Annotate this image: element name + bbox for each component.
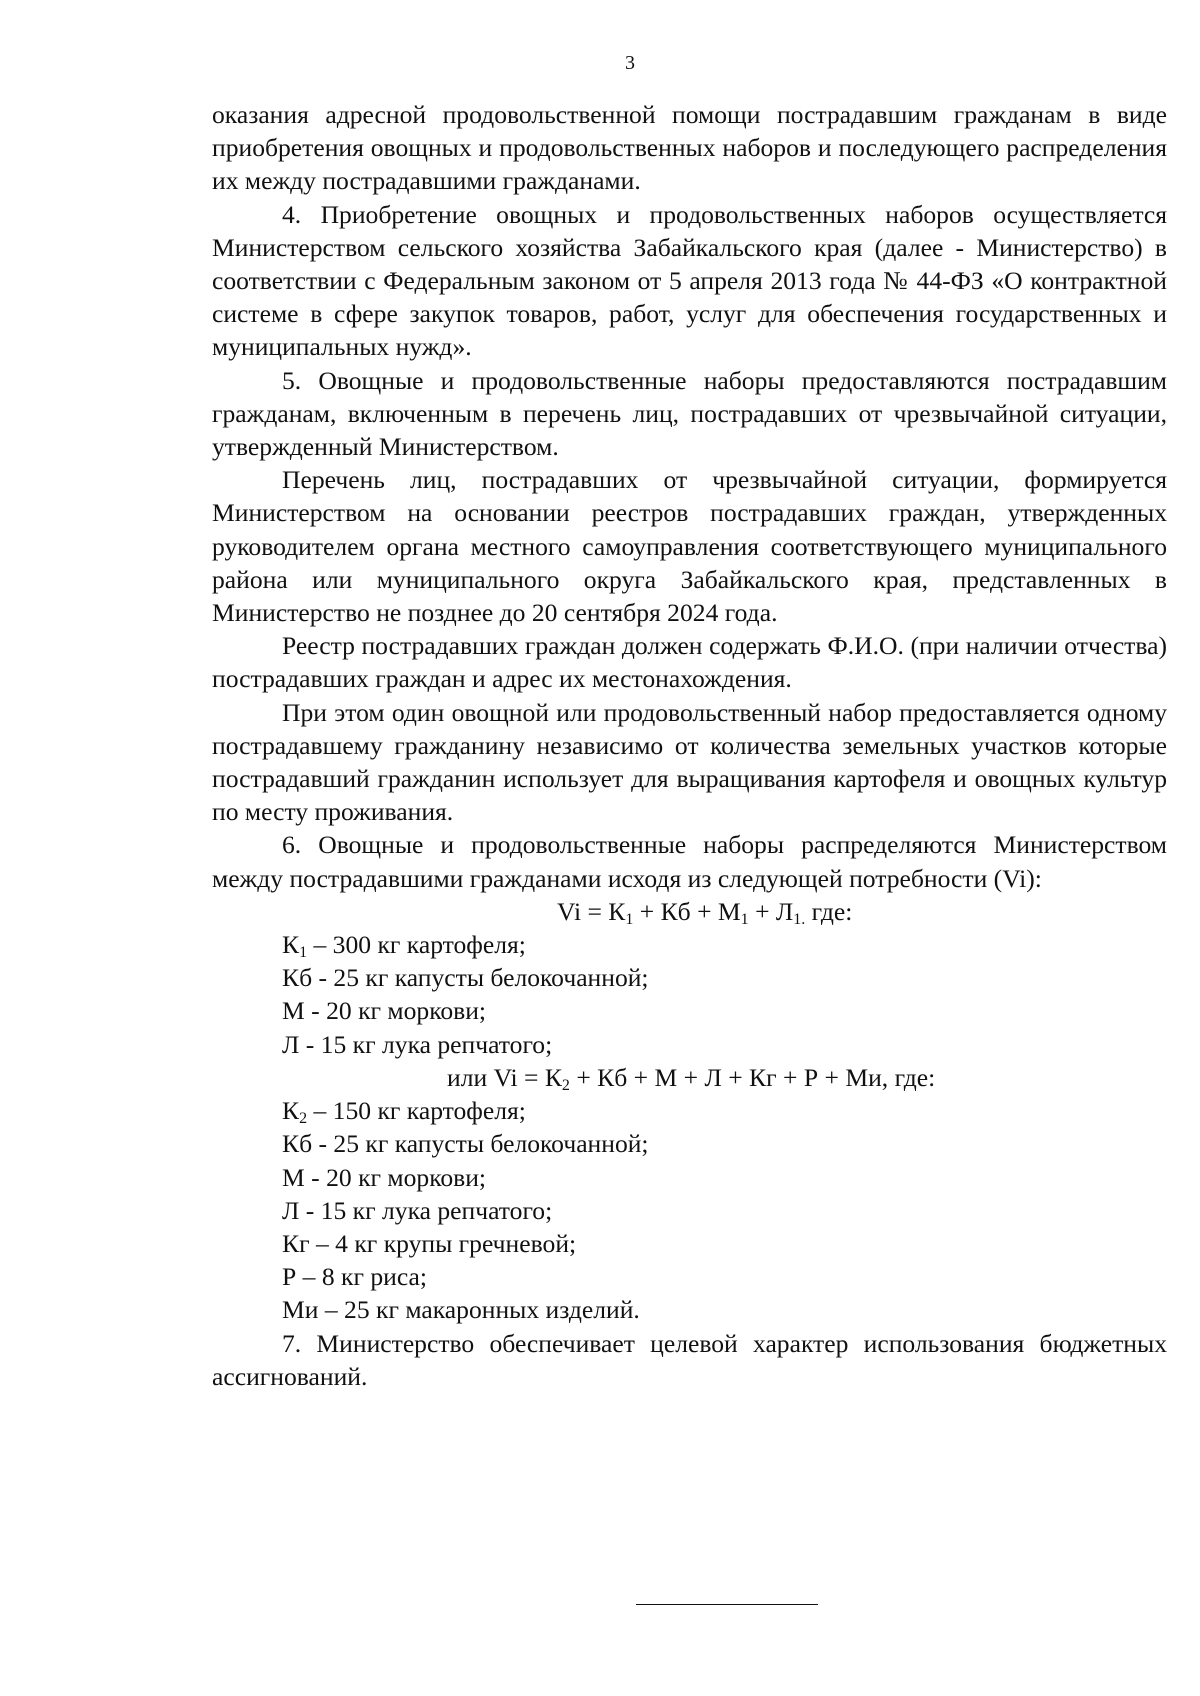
item-k2-text: – 150 кг картофеля; xyxy=(307,1096,526,1126)
formula-vegetable-set xyxy=(212,895,1167,928)
end-of-document-rule xyxy=(636,1604,818,1605)
paragraph-4: 4. Приобретение овощных и продовольственных наборов осуществляется Министерством сельского хозяйства Забайкальского края (далее - Министерство) в соответствии с Федеральным законом от 5 апреля 2013 года № 44-ФЗ «О контрактной системе в сфере закупок товаров, работ, услуг для обеспечения государственных и муниципальных нужд». xyxy=(212,199,1167,362)
formula-2-item-cabbage: Кб - 25 кг капусты белокочанной; xyxy=(282,1129,649,1159)
formula-1-sub-b: 1 xyxy=(740,910,749,928)
formula-1-part-d: где: xyxy=(805,896,853,926)
formula-2-item-buckwheat: Кг – 4 кг крупы гречневой; xyxy=(282,1228,577,1258)
formula-1-item-potato xyxy=(212,928,1167,961)
formula-1-item-carrot: М - 20 кг моркови; xyxy=(282,996,487,1026)
item-k1-text: – 300 кг картофеля; xyxy=(307,930,526,960)
formula-2-item-carrot: М - 20 кг моркови; xyxy=(282,1162,487,1192)
paragraph-5: 5. Овощные и продовольственные наборы предоставляются пострадавшим гражданам, включенным в перечень лиц, пострадавших от чрезвычайной ситуации, утвержденный Министерством. xyxy=(212,365,1167,462)
item-k1-prefix: К xyxy=(282,930,300,960)
formula-1-item-cabbage: Кб - 25 кг капусты белокочанной; xyxy=(282,963,649,993)
paragraph-continuation: оказания адресной продовольственной помощи пострадавшим гражданам в виде приобретения овощных и продовольственных наборов и последующего распределения их между пострадавшими гражданами. xyxy=(212,100,1167,196)
formula-1-sub-c: 1. xyxy=(793,910,806,928)
formula-1-sub-a: 1 xyxy=(625,910,634,928)
formula-2-part-b: + Кб + М + Л + Кг + Р + Ми, где: xyxy=(569,1062,936,1092)
paragraph-one-set-rule: При этом один овощной или продовольственный набор предоставляется одному пострадавшему гражданину независимо от количества земельных участков которые пострадавший гражданин использует для выращивания картофеля и овощных культур по месту проживания. xyxy=(212,697,1167,827)
page-number: 3 xyxy=(625,52,635,74)
formula-2-item-rice: Р – 8 кг риса; xyxy=(282,1262,427,1292)
item-k2-sub: 2 xyxy=(299,1110,308,1128)
formula-2-item-onion: Л - 15 кг лука репчатого; xyxy=(282,1195,553,1225)
item-k2-prefix: К xyxy=(282,1096,300,1126)
item-k1-sub: 1 xyxy=(299,944,308,962)
formula-1-item-onion: Л - 15 кг лука репчатого; xyxy=(282,1029,553,1059)
formula-1-part-a: Vi = К xyxy=(557,896,626,926)
formula-1-part-c: + Л xyxy=(748,896,794,926)
formula-2-part-a: или Vi = К xyxy=(447,1062,562,1092)
formula-2-item-potato xyxy=(212,1094,1167,1127)
paragraph-7: 7. Министерство обеспечивает целевой характер использования бюджетных ассигнований. xyxy=(212,1328,1167,1391)
paragraph-victims-list: Перечень лиц, пострадавших от чрезвычайной ситуации, формируется Министерством на основании реестров пострадавших граждан, утвержденных руководителем органа местного самоуправления соответствующего муниципального района или муниципального округа Забайкальского края, представленных в Министерство не позднее до 20 сентября 2024 года. xyxy=(212,465,1167,628)
formula-food-set xyxy=(212,1061,1167,1094)
formula-1-part-b: + Кб + М xyxy=(633,896,741,926)
formula-2-sub-a: 2 xyxy=(561,1076,570,1094)
paragraph-6: 6. Овощные и продовольственные наборы распределяются Министерством между пострадавшими гражданами исходя из следующей потребности (Vi): xyxy=(212,830,1167,893)
paragraph-registry: Реестр пострадавших граждан должен содержать Ф.И.О. (при наличии отчества) пострадавших граждан и адрес их местонахождения. xyxy=(212,631,1167,694)
document-body xyxy=(212,98,1167,1393)
formula-2-item-pasta: Ми – 25 кг макаронных изделий. xyxy=(282,1295,640,1325)
